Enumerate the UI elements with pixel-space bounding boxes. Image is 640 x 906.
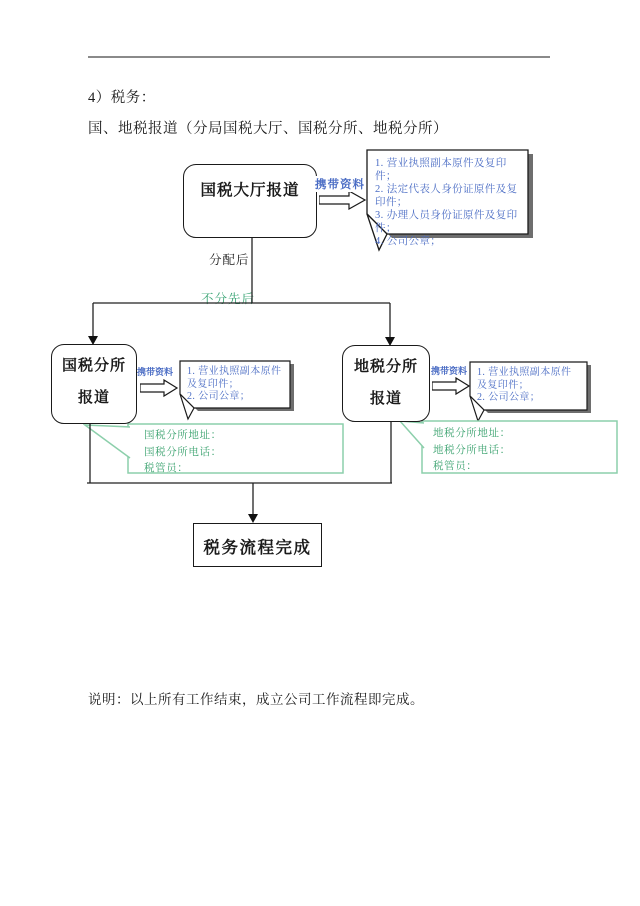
block-arrow-right-icon [140, 379, 179, 398]
flow-box-local-tax-branch [342, 345, 430, 422]
list-line: 2. 法定代表人身份证原件及复印件； [375, 184, 518, 208]
carry-materials-label-top: 携带资料 [315, 176, 365, 192]
callout-left-lines [144, 428, 222, 478]
section-subheading: 国、地税报道（分局国税大厅、国税分所、地税分所） [88, 121, 448, 137]
horizontal-rule [88, 56, 550, 58]
carry-materials-label-right: 携带资料 [431, 366, 468, 376]
box-label-line: 报道 [369, 391, 402, 407]
flow-box-process-complete: 税务流程完成 [193, 523, 322, 567]
list-line: 地税分所地址： [433, 428, 511, 439]
after-allocation-label: 分配后 [209, 253, 250, 267]
list-line: 2. 公司公章； [187, 391, 251, 402]
box-label-line: 报道 [77, 390, 110, 406]
carry-materials-label-left: 携带资料 [137, 367, 174, 377]
list-line: 3. 办理人员身份证原件及复印件； [375, 210, 518, 234]
box-label-line: 国税分所 [61, 358, 126, 374]
closing-note: 说明：以上所有工作结束，成立公司工作流程即完成。 [88, 692, 424, 707]
list-line: 4. 公司公章； [375, 236, 442, 247]
note-top-list [375, 157, 527, 248]
flow-box-national-tax-hall: 国税大厅报道 [183, 164, 317, 238]
list-line: 国税分所电话： [144, 446, 222, 458]
callout-right-lines [433, 426, 511, 476]
note-right-list [477, 367, 579, 405]
list-line: 1. 营业执照副本原件及复印件； [375, 158, 507, 182]
list-line: 税管员： [144, 463, 189, 474]
list-line: 地税分所电话： [433, 444, 511, 456]
section-heading: 4）税务： [88, 90, 156, 106]
flow-box-national-tax-branch [51, 344, 137, 424]
list-line: 2. 公司公章； [477, 392, 541, 403]
list-line: 税管员： [433, 461, 478, 472]
list-line: 1. 营业执照副本原件及复印件； [187, 366, 282, 390]
list-line: 1. 营业执照副本原件及复印件； [477, 367, 572, 391]
block-arrow-right-icon [319, 190, 367, 210]
any-order-label: 不分先后 [201, 289, 255, 307]
box-label-line: 地税分所 [353, 359, 418, 375]
note-left-list [187, 366, 287, 404]
list-line: 国税分所地址： [144, 430, 222, 441]
